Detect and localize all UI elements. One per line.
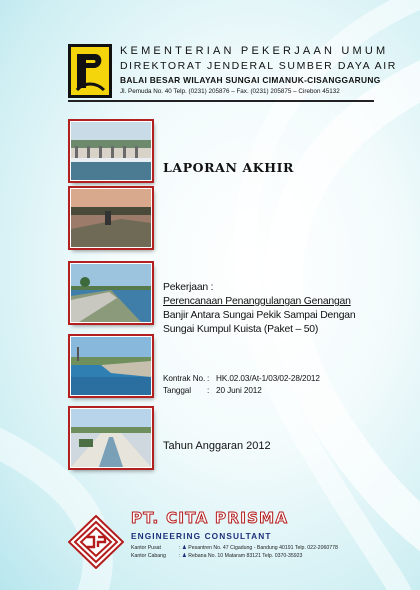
pin-icon: ♟ xyxy=(181,545,187,551)
contract-number-value: HK.02.03/At-1/03/02-28/2012 xyxy=(216,374,320,383)
branch-office-line: Kantor Cabang : ♟ Rebana No. 10 Mataram 83121 Telp. 0370-35923 xyxy=(131,553,303,559)
head-office-line: Kantor Pusat : ♟ Pesantren No. 47 Cigadung - Bandung 40191 Telp. 022-2060778 xyxy=(131,545,338,551)
directorate-name: DIREKTORAT JENDERAL SUMBER DAYA AIR xyxy=(120,60,397,72)
contract-date-value: 20 Juni 2012 xyxy=(216,386,262,395)
contract-date-label: Tanggal xyxy=(163,386,191,395)
head-office-address: Pesantren No. 47 Cigadung - Bandung 40191 Telp. 022-2060778 xyxy=(188,545,338,551)
ministry-logo xyxy=(68,44,112,98)
pekerjaan-line-3: Sungai Kumpul Kuista (Paket – 50) xyxy=(163,324,319,335)
photo-river-bank xyxy=(70,336,152,396)
pin-icon: ♟ xyxy=(181,553,187,559)
report-title: LAPORAN AKHIR xyxy=(163,160,295,175)
agency-address: Jl. Pemuda No. 40 Telp. (0231) 205876 – Fax. (0231) 205875 – Cirebon 45132 xyxy=(120,88,340,95)
photo-concrete-channel xyxy=(70,408,152,468)
head-office-label: Kantor Pusat xyxy=(131,545,161,551)
agency-name: BALAI BESAR WILAYAH SUNGAI CIMANUK-CISANGGARUNG xyxy=(120,75,381,85)
branch-office-address: Rebana No. 10 Mataram 83121 Telp. 0370-35923 xyxy=(188,553,303,559)
branch-office-label: Kantor Cabang xyxy=(131,553,166,559)
contract-colon-1: : xyxy=(207,374,210,383)
consultant-name: PT. CITA PRISMA xyxy=(131,509,289,527)
pekerjaan-line-2: Banjir Antara Sungai Pekik Sampai Dengan xyxy=(163,310,356,321)
consultant-logo xyxy=(68,515,124,569)
pekerjaan-label: Pekerjaan : xyxy=(163,282,214,293)
header-divider xyxy=(68,100,374,102)
pekerjaan-line-1: Perencanaan Penanggulangan Genangan xyxy=(163,296,351,307)
contract-colon-2: : xyxy=(207,386,210,395)
consultant-subtitle: ENGINEERING CONSULTANT xyxy=(131,531,272,541)
contract-number-label: Kontrak No. xyxy=(163,374,206,383)
photo-weir xyxy=(70,121,152,181)
fiscal-year: Tahun Anggaran 2012 xyxy=(163,440,271,452)
photo-embankment xyxy=(70,263,152,323)
ministry-name: KEMENTERIAN PEKERJAAN UMUM xyxy=(120,45,389,57)
photo-river-dusk xyxy=(70,188,152,248)
